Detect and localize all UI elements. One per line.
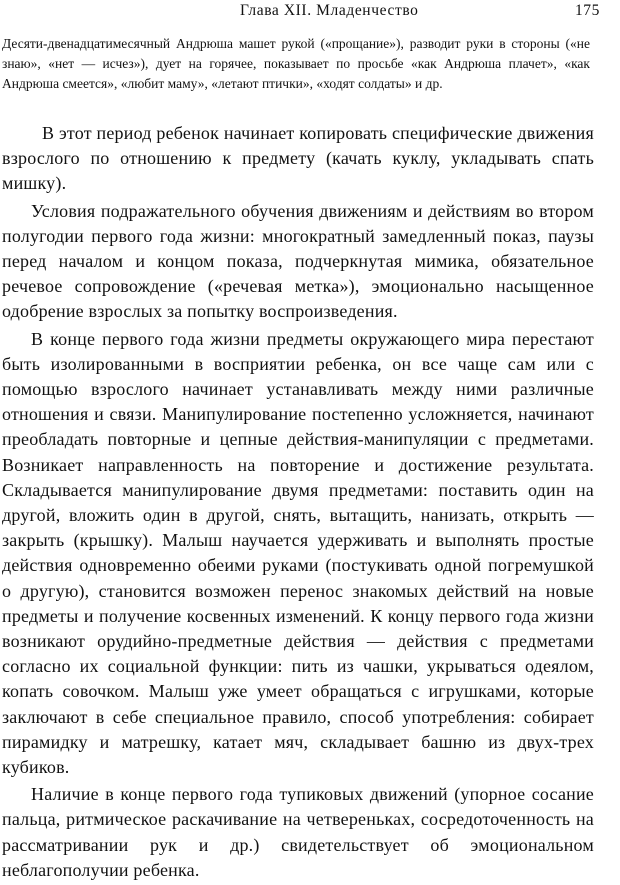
page-number: 175 bbox=[574, 2, 600, 19]
running-header bbox=[0, 2, 620, 24]
paragraph-2: Условия подражательного обучения движениям и действиям во втором полугодии первого года жизни: многократный замедленный показ, паузы перед началом и концом показа, подчеркнутая мимика, обязательное речевое сопровождение («речевая метка»), эмоционально насыщенное одобрение взрослых за попытку воспроизведения. bbox=[2, 200, 594, 322]
paragraph-4: Наличие в конце первого года тупиковых движений (упорное сосание пальца, ритмическое раскачивание на четвереньках, сосредоточенность на рассматривании рук и др.) свидетельствует об эмоциональном неблагополучии ребенка. bbox=[2, 784, 594, 880]
example-caption: Десяти-двенадцатимесячный Андрюша машет рукой («прощание»), разводит руки в стороны («не знаю», «нет — исчез»), дует на горячее, показывает по просьбе «как Андрюша плачет», «как Андрюша смеется», «любит маму», «летают птички», «ходят солдаты» и др. bbox=[2, 36, 590, 91]
paragraph-3: В конце первого года жизни предметы окружающего мира перестают быть изолированными в восприятии ребенка, он все чаще сам или с помощью взрослого начинает устанавливать между ними различные отношения и связи. Манипулирование постепенно усложняется, начинают преобладать повторные и цепные действия-манипуляции с предметами. Возникает направленность на повторение и достижение результата. Складывается манипулирование двумя предметами: поставить один на другой, вложить один в другой, снять, вытащить, нанизать, открыть — закрыть (крышку). Малыш научается удерживать и выполнять простые действия одновременно обеими руками (постукивать одной погремушкой о другую), становится возможен перенос знакомых действий на новые предметы и получение косвенных изменений. К концу первого года жизни возникают орудийно-предметные действия — действия с предметами согласно их социальной функции: пить из чашки, укрываться одеялом, копать совочком. Малыш уже умеет обращаться с игрушками, которые заключают в себе специальное правило, способ употребления: собирает пирамидку и матрешку, катает мяч, складывает башню из двух-трех кубиков. bbox=[2, 328, 594, 778]
paragraph-1: В этот период ребенок начинает копировать специфические движения взрослого по отношению к предмету (качать куклу, укладывать спать мишку). bbox=[2, 123, 594, 194]
chapter-title: Глава XII. Младенчество bbox=[240, 2, 419, 19]
main-text bbox=[2, 121, 594, 885]
